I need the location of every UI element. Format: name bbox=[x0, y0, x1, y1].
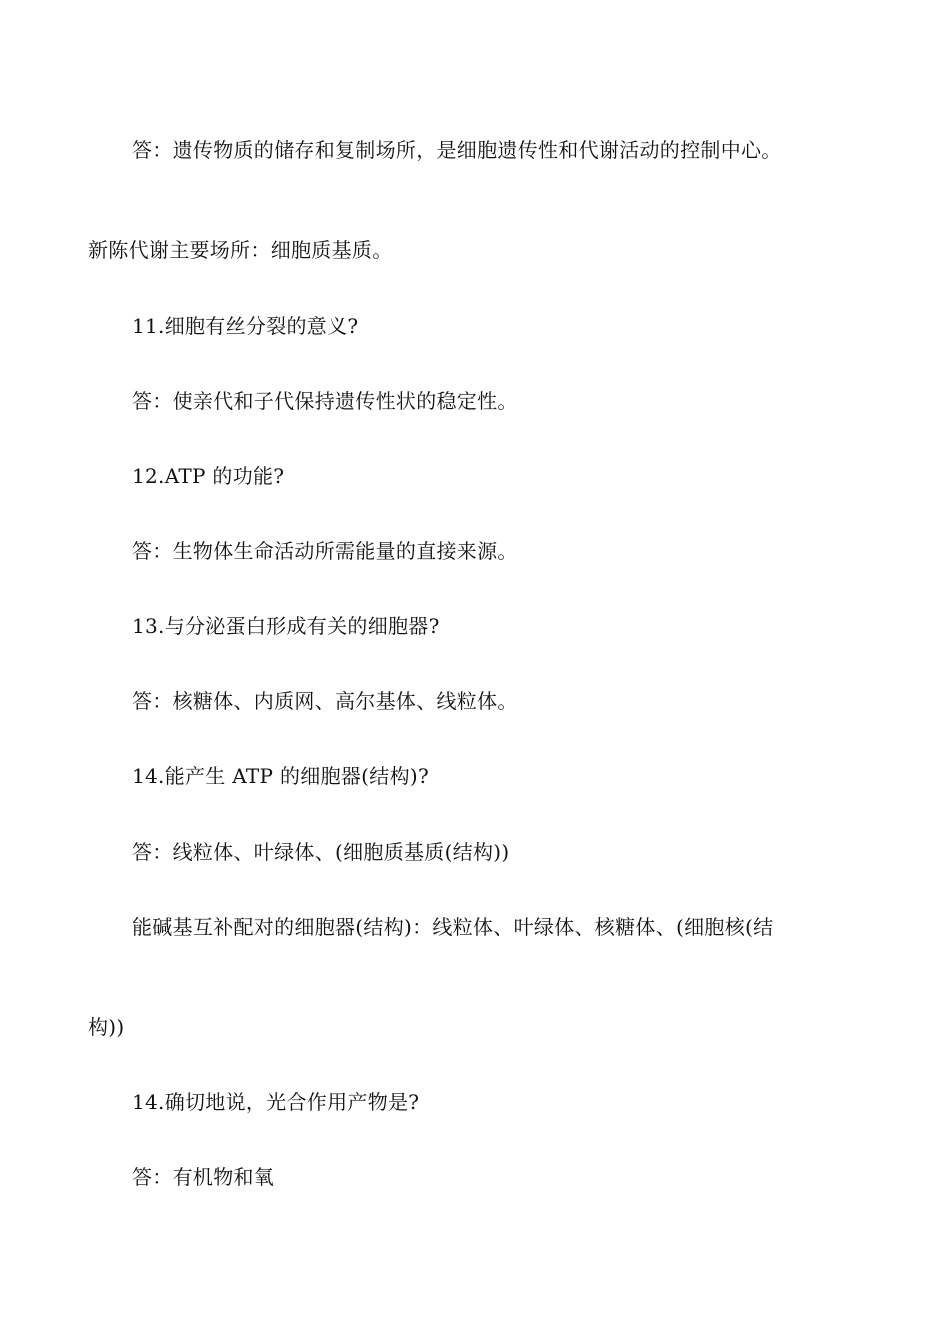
answer-14b: 答：有机物和氧 bbox=[132, 1165, 275, 1189]
question-14a: 14.能产生 ATP 的细胞器(结构)? bbox=[132, 764, 429, 788]
note-base-pairing: 能碱基互补配对的细胞器(结构)：线粒体、叶绿体、核糖体、(细胞核(结 bbox=[132, 915, 774, 939]
question-11: 11.细胞有丝分裂的意义? bbox=[132, 314, 359, 338]
answer-12: 答：生物体生命活动所需能量的直接来源。 bbox=[132, 539, 518, 563]
question-14b: 14.确切地说，光合作用产物是? bbox=[132, 1090, 420, 1114]
question-12: 12.ATP 的功能? bbox=[132, 464, 285, 488]
answer-10-continuation: 新陈代谢主要场所：细胞质基质。 bbox=[88, 238, 393, 262]
answer-14a: 答：线粒体、叶绿体、(细胞质基质(结构)) bbox=[132, 840, 510, 864]
answer-11: 答：使亲代和子代保持遗传性状的稳定性。 bbox=[132, 389, 518, 413]
question-13: 13.与分泌蛋白形成有关的细胞器? bbox=[132, 614, 440, 638]
answer-10-text: 答：遗传物质的储存和复制场所，是细胞遗传性和代谢活动的控制中心。 bbox=[132, 138, 782, 162]
note-base-pairing-continuation: 构)) bbox=[88, 1015, 125, 1039]
answer-13: 答：核糖体、内质网、高尔基体、线粒体。 bbox=[132, 689, 518, 713]
